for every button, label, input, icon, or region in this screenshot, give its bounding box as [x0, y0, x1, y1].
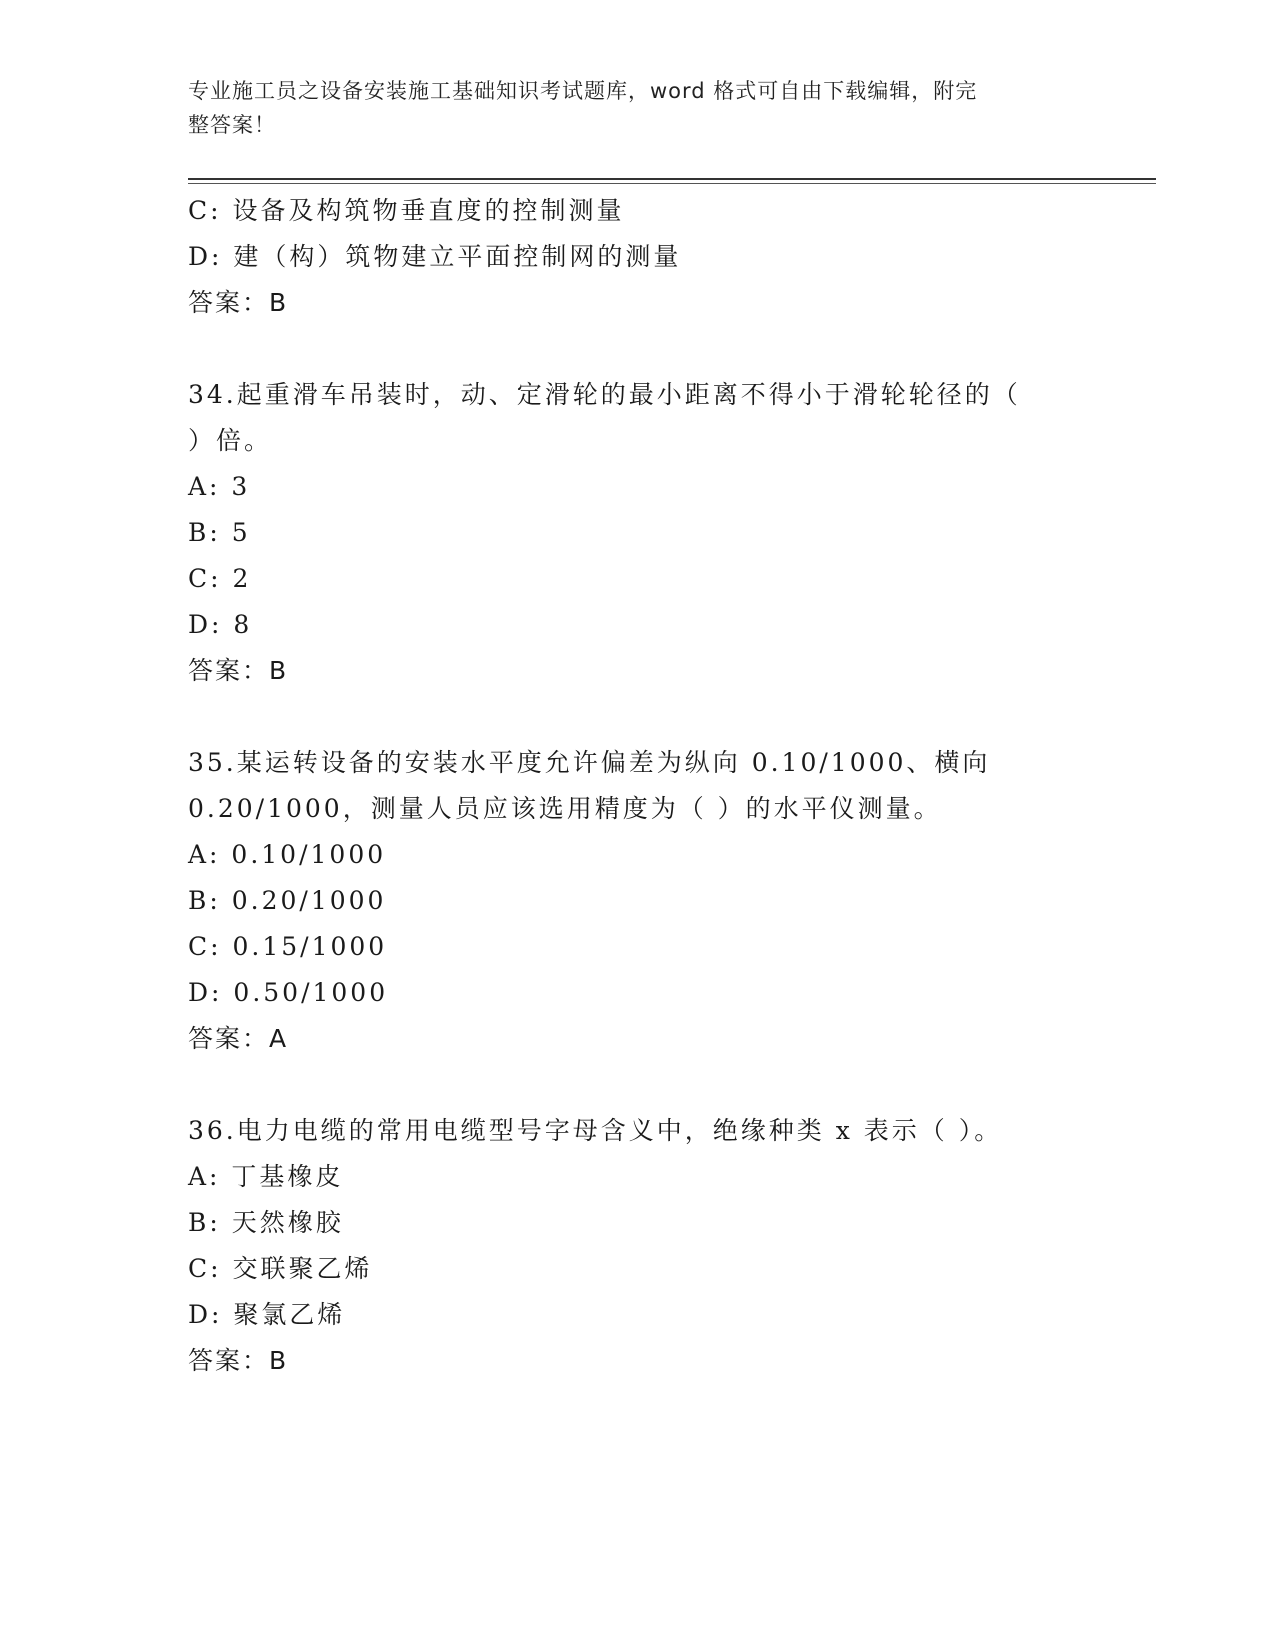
- answer-text: 答案：B: [188, 288, 289, 317]
- spacer: [188, 694, 1088, 740]
- answer-text: 答案：B: [188, 1346, 289, 1375]
- option-d: D: 8: [188, 610, 253, 639]
- question-stem-line-1: 36.电力电缆的常用电缆型号字母含义中，绝缘种类 x 表示（ ）。: [188, 1116, 1003, 1145]
- option-a: A: 3: [188, 472, 251, 501]
- answer-text: 答案：A: [188, 1024, 289, 1053]
- question-stem-line-1: 34.起重滑车吊装时，动、定滑轮的最小距离不得小于滑轮轮径的（: [188, 380, 1021, 409]
- question-stem-line-1: 35.某运转设备的安装水平度允许偏差为纵向 0.10/1000、横向: [188, 748, 991, 777]
- question-34: [188, 372, 1088, 694]
- question-36: [188, 1108, 1088, 1384]
- option-c: C: 交联聚乙烯: [188, 1254, 373, 1283]
- question-stem-line-2: ）倍。: [188, 426, 273, 455]
- question-33-continued: [188, 188, 1088, 326]
- option-a: A: 0.10/1000: [188, 840, 387, 869]
- header-divider-thick: [188, 178, 1156, 180]
- question-35: [188, 740, 1088, 1062]
- option-d: D: 建（构）筑物建立平面控制网的测量: [188, 242, 682, 271]
- spacer: [188, 326, 1088, 372]
- option-c: C: 0.15/1000: [188, 932, 388, 961]
- question-stem-line-2: 0.20/1000，测量人员应该选用精度为（ ）的水平仪测量。: [188, 794, 942, 823]
- option-b: B: 0.20/1000: [188, 886, 387, 915]
- header-title-line-2: 整答案！: [188, 113, 276, 137]
- header-divider-thin: [188, 183, 1156, 184]
- option-d: D: 聚氯乙烯: [188, 1300, 346, 1329]
- header-title-line-1: 专业施工员之设备安装施工基础知识考试题库，word 格式可自由下载编辑，附完: [188, 79, 978, 103]
- spacer: [188, 1062, 1088, 1108]
- option-a: A: 丁基橡皮: [188, 1162, 344, 1191]
- option-b: B: 天然橡胶: [188, 1208, 344, 1237]
- option-d: D: 0.50/1000: [188, 978, 389, 1007]
- answer-text: 答案：B: [188, 656, 289, 685]
- option-c: C: 设备及构筑物垂直度的控制测量: [188, 196, 625, 225]
- page-header: [188, 74, 1068, 142]
- question-list: [188, 188, 1088, 1384]
- option-b: B: 5: [188, 518, 251, 547]
- option-c: C: 2: [188, 564, 252, 593]
